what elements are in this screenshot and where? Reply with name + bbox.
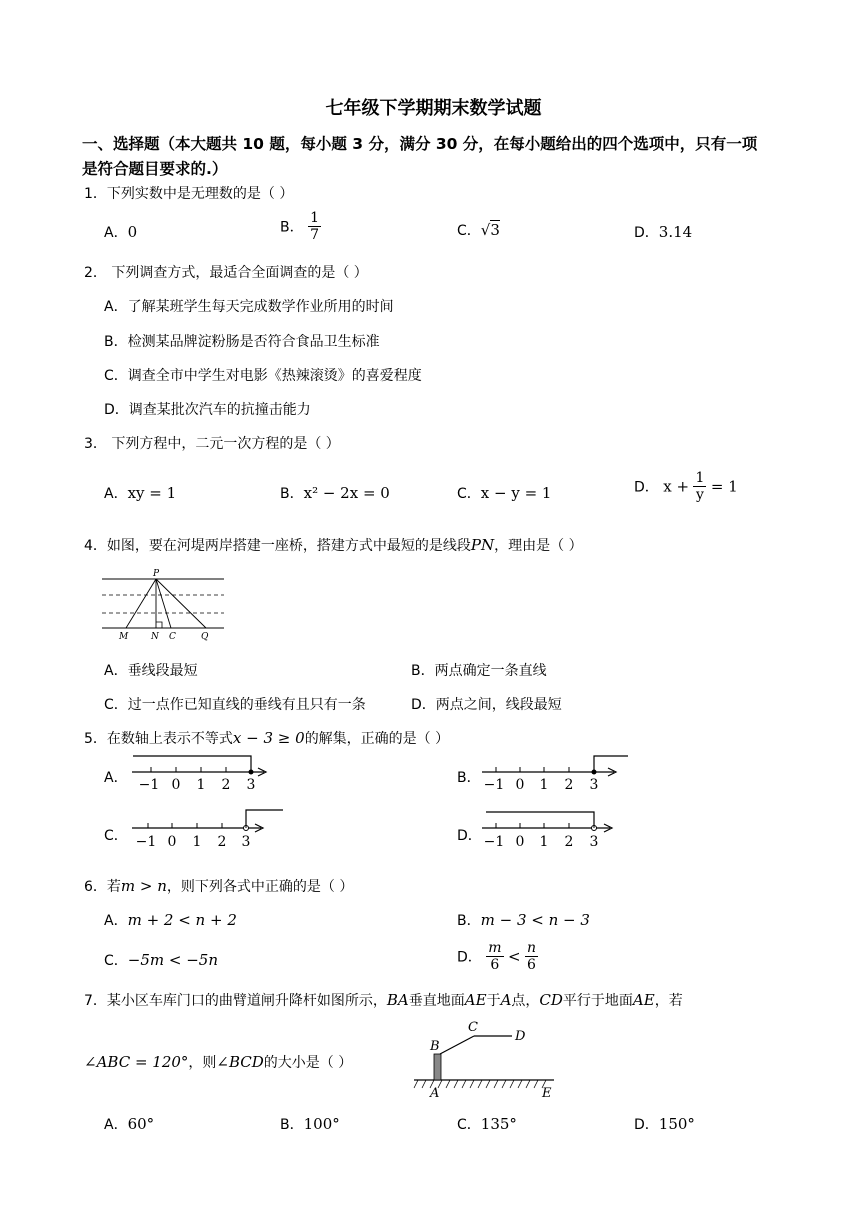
q4-stem: 4．如图，要在河堤两岸搭建一座桥，搭建方式中最短的是线段PN，理由是（ ） — [84, 536, 583, 554]
q3-option-d: D． x + $\frac{1}{y}$ = 1 — [634, 470, 738, 503]
bridge-figure — [98, 566, 228, 642]
q1-option-d: D．3.14 — [634, 223, 693, 241]
fig-label-q: Q — [201, 632, 209, 642]
q1-b-fraction: $\frac{1}{7}$ — [310, 210, 319, 243]
q7-option-d: D．150° — [634, 1115, 695, 1133]
tick-label: 3 — [246, 777, 256, 793]
q7-stem-line2: ∠ABC = 120°，则∠BCD的大小是（ ） — [84, 1053, 353, 1071]
q4-option-b: B．两点确定一条直线 — [411, 663, 547, 679]
tick-label: −1 — [483, 777, 505, 793]
sqrt-symbol: √ — [480, 221, 491, 239]
tick-label: −1 — [138, 777, 160, 793]
fig-label-n: N — [151, 632, 159, 642]
q7-option-a: A．60° — [104, 1115, 155, 1133]
tick-label: 1 — [539, 834, 549, 850]
q5-option-a-label: A． — [104, 770, 128, 786]
tick-label: 3 — [241, 834, 251, 850]
q2-option-b: B．检测某品牌淀粉肠是否符合食品卫生标准 — [104, 334, 380, 350]
tick-label: 1 — [539, 777, 549, 793]
q7-option-b: B．100° — [280, 1115, 340, 1133]
q3-option-b: B．x² − 2x = 0 — [280, 484, 390, 502]
q2-option-c: C．调查全市中学生对电影《热辣滚烫》的喜爱程度 — [104, 368, 422, 384]
tick-label: 0 — [515, 834, 525, 850]
q6-option-c: C．−5m < −5n — [104, 951, 218, 969]
section-heading-line1: 一、选择题（本大题共 10 题，每小题 3 分，满分 30 分，在每小题给出的四个选项中，只有一项 — [82, 135, 758, 153]
tick-label: 2 — [564, 777, 574, 793]
tick-label: 3 — [589, 834, 599, 850]
q5-option-c-label: C． — [104, 828, 128, 844]
q2-stem: 2． 下列调查方式，最适合全面调查的是（ ） — [84, 265, 368, 281]
q6-option-d: D． $\frac{m}{6}$ < $\frac{n}{6}$ — [457, 940, 537, 973]
q7-stem-line1: 7．某小区车库门口的曲臂道闸升降杆如图所示，BA垂直地面AE于A点，CD平行于地面AE，若 — [84, 991, 683, 1009]
q1-option-c: C．√3 — [457, 221, 500, 239]
tick-label: 2 — [217, 834, 227, 850]
tick-label: 0 — [515, 777, 525, 793]
q4-option-c: C．过一点作已知直线的垂线有且只有一条 — [104, 697, 366, 713]
tick-label: 3 — [589, 777, 599, 793]
tick-label: 1 — [192, 834, 202, 850]
gate-figure — [412, 1016, 562, 1102]
q3-option-c: C．x − y = 1 — [457, 484, 552, 502]
tick-label: −1 — [135, 834, 157, 850]
fig-label-d: D — [515, 1029, 526, 1044]
q4-option-d: D．两点之间，线段最短 — [411, 697, 562, 713]
q1-option-a: A．0 — [104, 223, 138, 241]
fig-label-c: C — [468, 1020, 478, 1035]
q1-option-b: B． $\frac{1}{7}$ — [280, 210, 319, 243]
tick-label: 1 — [196, 777, 206, 793]
fig-label-m: M — [119, 632, 129, 642]
fig-label-c: C — [169, 632, 176, 642]
tick-label: 2 — [564, 834, 574, 850]
q5-option-d-label: D． — [457, 828, 482, 844]
q6-option-b: B．m − 3 < n − 3 — [457, 911, 590, 929]
fig-label-e: E — [542, 1086, 552, 1101]
tick-label: −1 — [483, 834, 505, 850]
number-line-d — [478, 806, 628, 852]
tick-label: 0 — [167, 834, 177, 850]
q3-stem: 3． 下列方程中，二元一次方程的是（ ） — [84, 436, 340, 452]
q6-option-a: A．m + 2 < n + 2 — [104, 911, 237, 929]
tick-label: 0 — [171, 777, 181, 793]
q7-option-c: C．135° — [457, 1115, 517, 1133]
q5-stem: 5．在数轴上表示不等式x − 3 ≥ 0的解集，正确的是（ ） — [84, 729, 450, 747]
q2-option-d: D．调查某批次汽车的抗撞击能力 — [104, 402, 311, 418]
q3-option-a: A．xy = 1 — [104, 484, 177, 502]
q4-option-a: A．垂线段最短 — [104, 663, 198, 679]
number-line-a — [128, 752, 278, 796]
page-title: 七年级下学期期末数学试题 — [325, 98, 542, 119]
fig-label-b: B — [430, 1039, 440, 1054]
fig-label-a: A — [430, 1086, 440, 1101]
number-line-b — [478, 752, 633, 796]
fig-label-p: P — [153, 569, 160, 579]
q2-option-a: A．了解某班学生每天完成数学作业所用的时间 — [104, 299, 394, 315]
q5-option-b-label: B． — [457, 770, 481, 786]
q1-stem: 1．下列实数中是无理数的是（ ） — [84, 186, 294, 202]
q6-stem: 6．若m > n，则下列各式中正确的是（ ） — [84, 877, 354, 895]
number-line-c — [128, 806, 288, 852]
section-heading-line2: 是符合题目要求的.） — [82, 160, 228, 178]
tick-label: 2 — [221, 777, 231, 793]
